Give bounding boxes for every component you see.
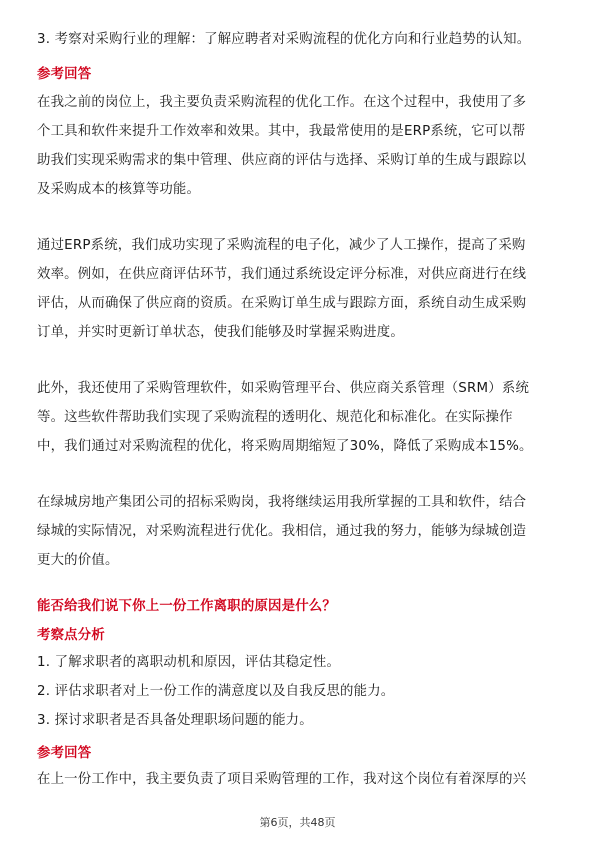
answer-paragraph-line: 效率。例如，在供应商评估环节，我们通过系统设定评分标准，对供应商进行在线: [37, 267, 527, 282]
answer-paragraph-line: 中，我们通过对采购流程的优化，将采购周期缩短了30%，降低了采购成本15%。: [37, 439, 533, 454]
answer-paragraph-line: 订单，并实时更新订单状态，使我们能够及时掌握采购进度。: [37, 325, 404, 340]
intro-point-3: 3. 考察对采购行业的理解：了解应聘者对采购流程的优化方向和行业趋势的认知。: [37, 32, 531, 47]
answer-paragraph-line: 个工具和软件来提升工作效率和效果。其中，我最常使用的是ERP系统，它可以帮: [37, 124, 526, 139]
answer-paragraph-line: 在我之前的岗位上，我主要负责采购流程的优化工作。在这个过程中，我使用了多: [37, 95, 527, 110]
answer-paragraph-line: 绿城的实际情况，对采购流程进行优化。我相信，通过我的努力，能够为绿城创造: [37, 524, 527, 539]
answer-paragraph-line: 在上一份工作中，我主要负责了项目采购管理的工作，我对这个岗位有着深厚的兴: [37, 772, 527, 787]
analysis-point: 1. 了解求职者的离职动机和原因，评估其稳定性。: [37, 655, 341, 670]
answer-paragraph-line: 通过ERP系统，我们成功实现了采购流程的电子化，减少了人工操作，提高了采购: [37, 238, 526, 253]
answer-paragraph-line: 评估，从而确保了供应商的资质。在采购订单生成与跟踪方面，系统自动生成采购: [37, 296, 527, 311]
question-title: 能否给我们说下你上一份工作离职的原因是什么？: [37, 599, 336, 614]
analysis-point: 2. 评估求职者对上一份工作的满意度以及自我反思的能力。: [37, 684, 395, 699]
answer-paragraph-line: 助我们实现采购需求的集中管理、供应商的评估与选择、采购订单的生成与跟踪以: [37, 153, 527, 168]
analysis-point: 3. 探讨求职者是否具备处理职场问题的能力。: [37, 713, 313, 728]
answer-paragraph-line: 及采购成本的核算等功能。: [37, 182, 201, 197]
answer-paragraph-line: 等。这些软件帮助我们实现了采购流程的透明化、规范化和标准化。在实际操作: [37, 410, 513, 425]
answer-paragraph-line: 在绿城房地产集团公司的招标采购岗，我将继续运用我所掌握的工具和软件，结合: [37, 495, 527, 510]
answer-paragraph-line: 更大的价值。: [37, 553, 119, 568]
answer-heading: 参考回答: [37, 746, 92, 761]
page-footer: 第6页，共48页: [259, 816, 336, 829]
analysis-heading: 考察点分析: [37, 628, 105, 643]
answer-heading: 参考回答: [37, 67, 92, 82]
answer-paragraph-line: 此外，我还使用了采购管理软件，如采购管理平台、供应商关系管理（SRM）系统: [37, 381, 530, 396]
